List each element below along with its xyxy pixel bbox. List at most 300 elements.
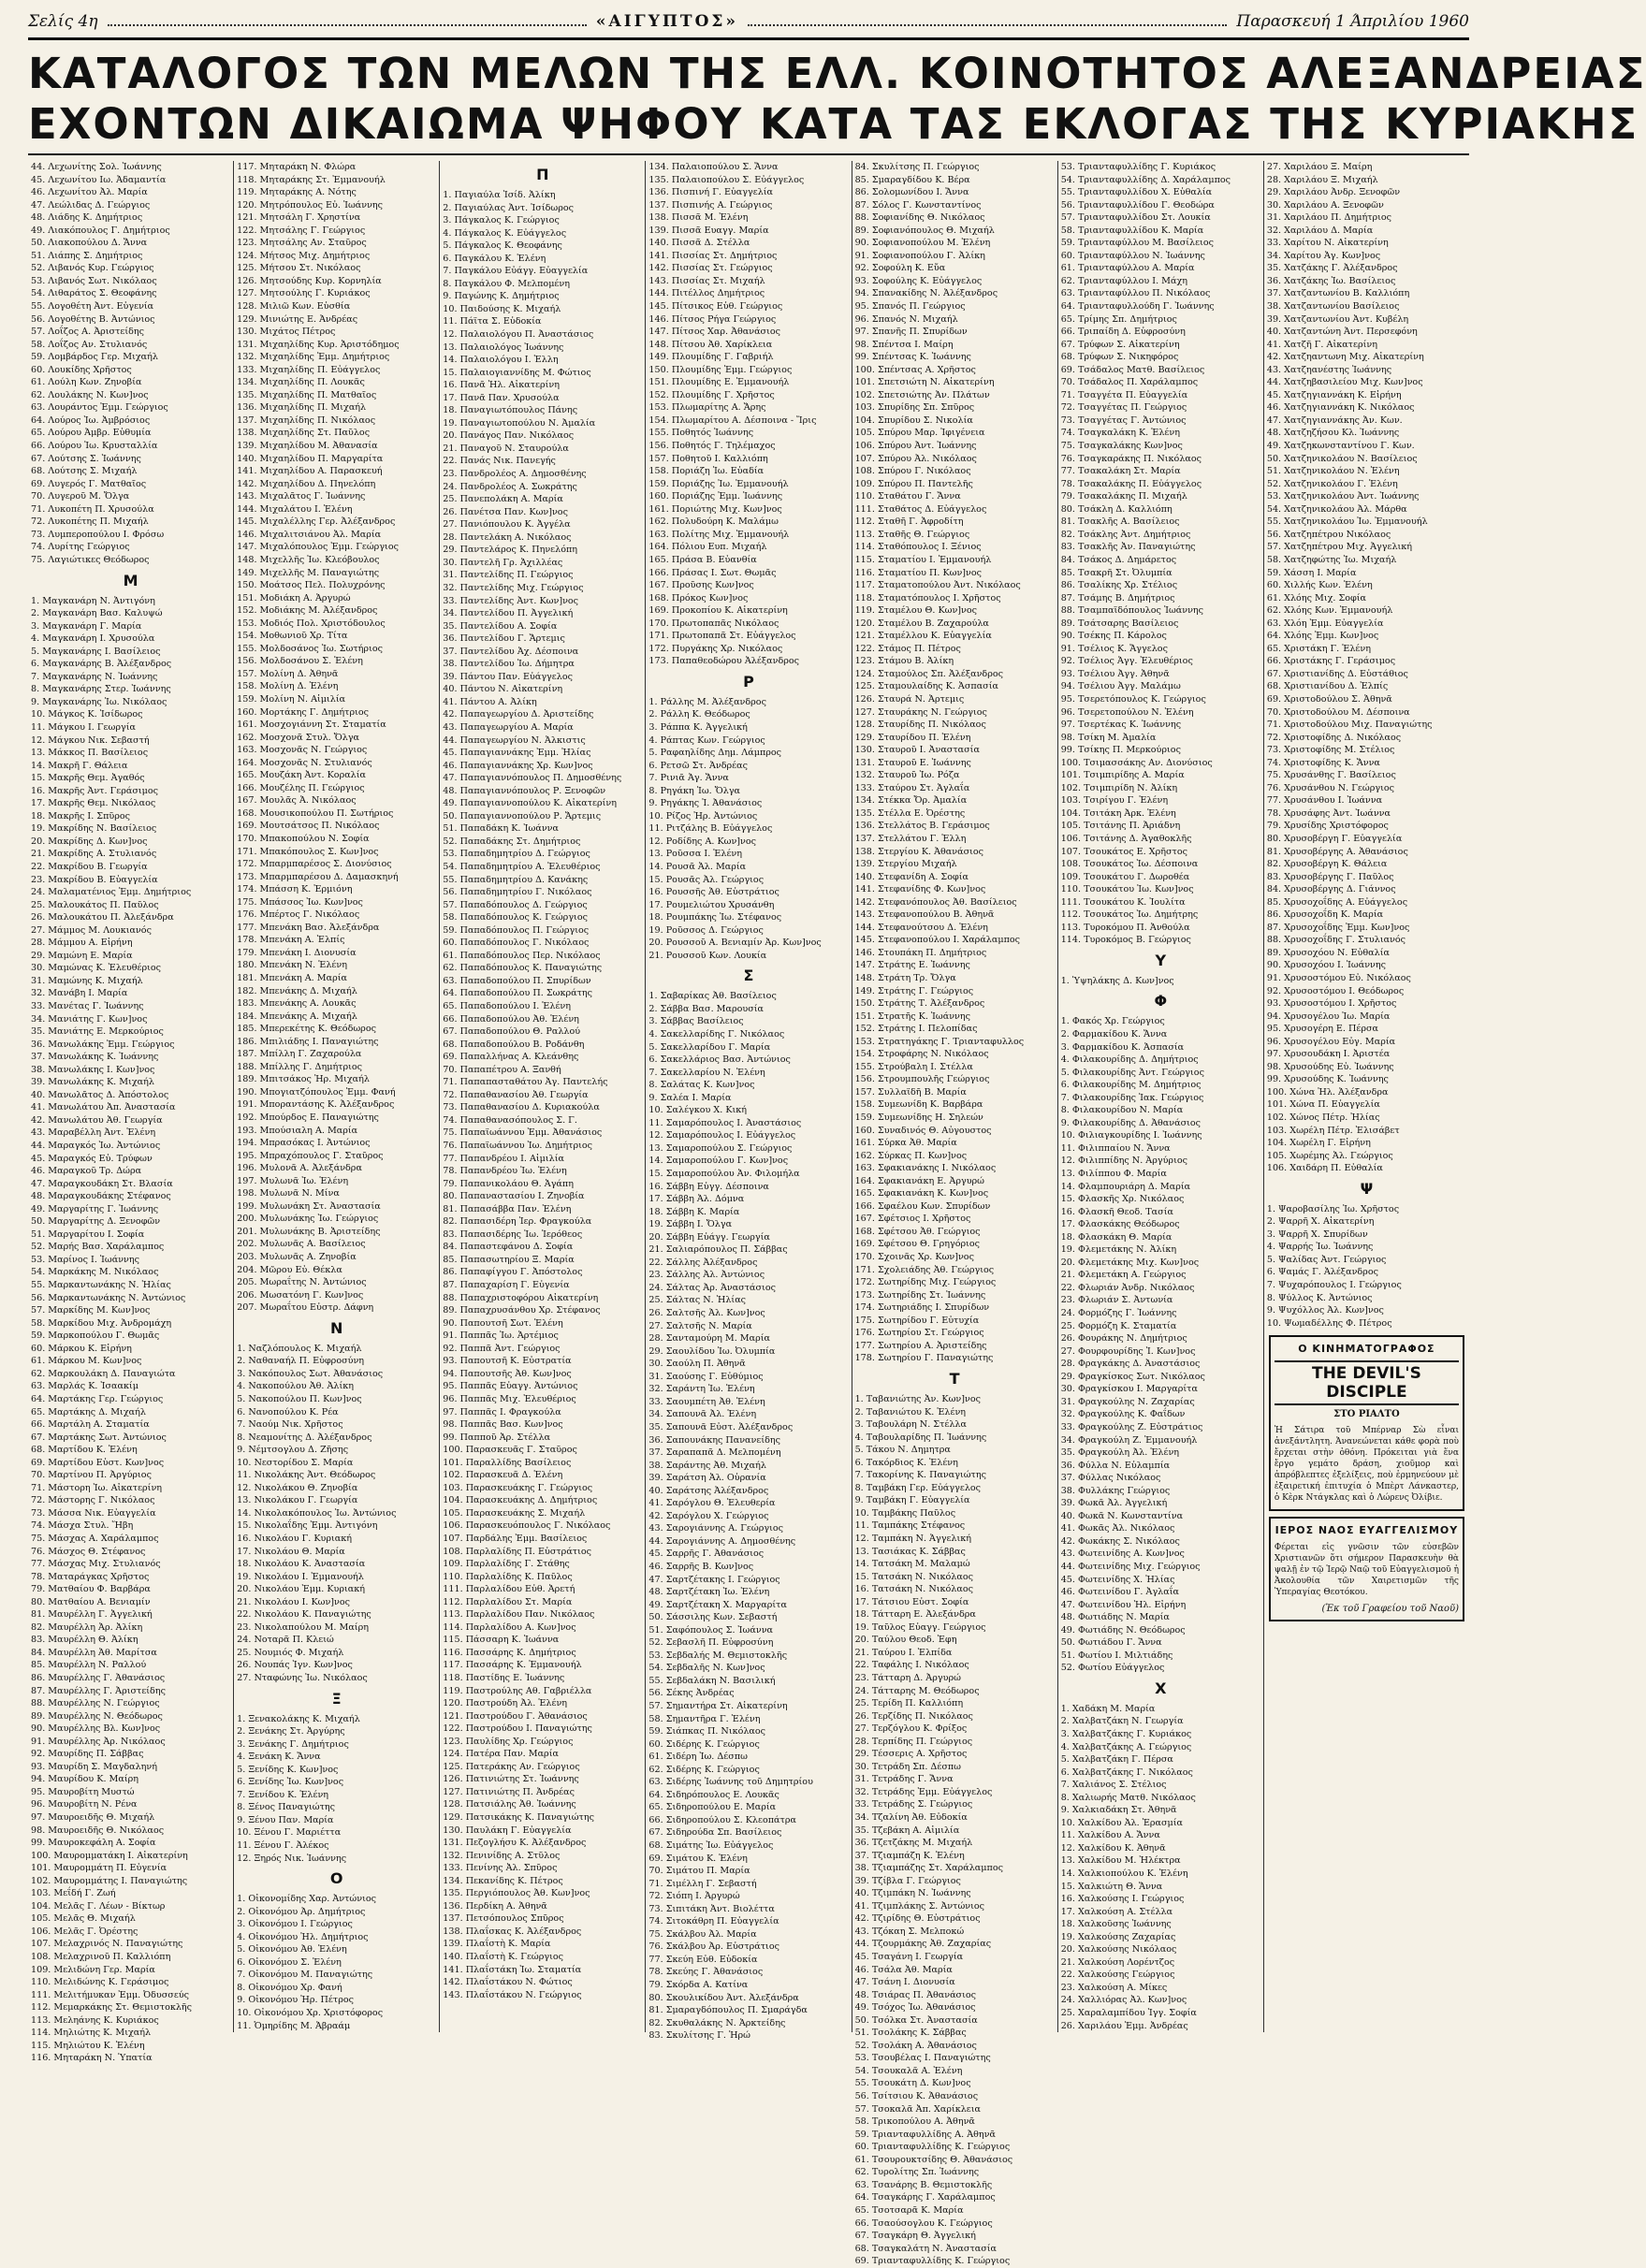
member-entry: 97. Παππᾶς Ι. Φραγκούλα <box>443 1406 561 1418</box>
member-entry: 17. Χαλκούση Α. Στέλλα <box>1060 1906 1173 1917</box>
member-entry: 8. Μαγκανάρης Στερ. Ἰωάννης <box>31 684 171 695</box>
member-entry: 72. Τσαγγέτας Π. Γεώργιος <box>1060 402 1187 414</box>
member-entry: 47. Μαραγκουδάκη Στ. Βλασία <box>31 1178 173 1189</box>
member-entry: 122. Στάμος Π. Πέτρος <box>854 643 961 654</box>
member-entry: 39. Τζίβλα Γ. Γεώργιος <box>854 1875 961 1886</box>
member-entry: 58. Χατζηφώτης Ἰω. Μιχαήλ <box>1266 554 1397 565</box>
member-entry: 82. Παπασιδέρη Ἱερ. Φραγκούλα <box>443 1216 592 1228</box>
member-entry: 14. Τατσάκη Μ. Μαλαμώ <box>854 1559 970 1570</box>
member-entry: 27. Χαριλάου Ξ. Μαίρη <box>1266 162 1373 172</box>
member-entry: 35. Σαπουνᾶ Εὐστ. Ἀλέξανδρος <box>648 1421 794 1432</box>
member-entry: 13. Μάκκος Π. Βασίλειος <box>31 748 149 759</box>
member-entry: 189. Μπιτσάκος Ἠρ. Μιχαήλ <box>237 1074 370 1085</box>
member-entry: 98. Τσίκη Μ. Ἀμαλία <box>1060 732 1157 743</box>
member-list-columns <box>28 161 1469 2267</box>
member-entry: 12. Μάγκου Νικ. Σεβαστή <box>31 734 150 746</box>
member-entry: 170. Πρωτοπαπᾶς Νικόλαος <box>648 618 779 629</box>
member-entry: 115. Σταματίου Ι. Ἐμμανουήλ <box>854 554 992 565</box>
member-entry: 3. Χαλβατζάκης Γ. Κυριάκος <box>1060 1728 1192 1739</box>
member-entry: 25. Τερίδη Π. Καλλιόπη <box>854 1698 964 1709</box>
member-entry: 151. Πλουμίδης Ε. Ἐμμανουήλ <box>648 377 790 388</box>
member-entry: 151. Μοδιάκη Α. Ἀργυρώ <box>237 592 351 603</box>
member-entry: 47. Λεώλιδας Δ. Γεώργιος <box>31 199 151 211</box>
member-entry: 72. Σιόπη Ι. Ἀργυρώ <box>648 1891 740 1902</box>
member-entry: 139. Στεργίου Μιχαήλ <box>854 859 957 870</box>
member-entry: 61. Τσουρουκτσίδης Θ. Ἀθανάσιος <box>854 2154 1013 2165</box>
member-entry: 40. Μανωλᾶτος Δ. Ἀπόστολος <box>31 1089 169 1100</box>
member-entry: 191. Μποραντάσης Κ. Ἀλέξανδρος <box>237 1099 395 1111</box>
member-entry: 15. Τατσάκη Ν. Νικόλαος <box>854 1571 974 1582</box>
member-entry: 1. Ξενακολάκης Κ. Μιχαήλ <box>237 1713 360 1724</box>
member-entry: 150. Πλουμίδης Ἐμμ. Γεώργιος <box>648 364 793 375</box>
member-entry: 3. Πάγκαλος Κ. Γεώργιος <box>443 215 560 226</box>
member-entry: 159. Μολίνη Ν. Αἰμιλία <box>237 693 346 705</box>
member-entry: 200. Μυλωνάκης Ἰω. Γεώργιος <box>237 1214 379 1225</box>
member-entry: 100. Χώνα Ἠλ. Ἀλέξανδρα <box>1266 1086 1389 1098</box>
member-entry: 38. Τζιαμπάζης Στ. Χαράλαμπος <box>854 1863 1003 1874</box>
member-entry: 38. Φυλλάκης Γεώργιος <box>1060 1485 1171 1496</box>
member-entry: 98. Μαυροειδῆς Θ. Νικόλαος <box>31 1825 165 1836</box>
member-entry: 75. Σκάλβου Ἀλ. Μαρία <box>648 1928 757 1940</box>
member-entry: 54. Παπαδημητρίου Α. Ἐλευθέριος <box>443 861 601 872</box>
member-entry: 167. Προῦσης Κων]νος <box>648 580 754 591</box>
member-entry: 26. Φουράκης Ν. Δημήτριος <box>1060 1333 1187 1345</box>
member-entry: 77. Μάσχας Μιχ. Στυλιανός <box>31 1559 161 1570</box>
member-entry: 58. Μαρκίδου Μιχ. Ἀνδρομάχη <box>31 1317 172 1329</box>
member-entry: 27. Μάμμος Μ. Λουκιανός <box>31 924 152 936</box>
member-entry: 9. Μαγκανάρης Ἰω. Νικόλαος <box>31 696 168 707</box>
member-entry: 8. Φιλακουρίδου Ν. Μαρία <box>1060 1105 1184 1116</box>
member-entry: 42. Μανωλάτου Ἀθ. Γεωργία <box>31 1114 163 1126</box>
member-entry: 33. Χαρίτου Ν. Αἰκατερίνη <box>1266 238 1389 249</box>
member-entry: 65. Παπαδοπούλου Ι. Ἑλένη <box>443 1001 572 1011</box>
member-entry: 41. Μανωλάτου Ἀπ. Ἀναστασία <box>31 1102 176 1113</box>
member-entry: 153. Στρατηγάκης Γ. Τριανταφυλλος <box>854 1036 1025 1047</box>
member-entry: 82. Τσάκλης Ἀντ. Δημήτριος <box>1060 529 1191 540</box>
member-entry: 74. Χριστοφίδης Κ. Ἄννα <box>1266 757 1380 768</box>
member-entry: 12. Ξηρός Νικ. Ἰωάννης <box>237 1853 347 1864</box>
member-entry: 171. Μπακόπουλος Σ. Κων]νος <box>237 846 379 857</box>
member-entry: 52. Τσολάκη Α. Ἀθανάσιος <box>854 2040 977 2051</box>
member-entry: 163. Πολίτης Μιχ. Ἐμμανουήλ <box>648 529 790 540</box>
member-entry: 78. Χρυσάφης Ἀντ. Ἰωάννα <box>1266 807 1391 819</box>
member-entry: 16. Χαλκούσης Ι. Γεώργιος <box>1060 1894 1185 1905</box>
member-entry: 172. Πυργάκης Χρ. Νικόλαος <box>648 643 783 654</box>
member-entry: 114. Σταθόπουλος Ι. Ξένιος <box>854 542 982 553</box>
member-entry: 83. Μαυρέλλη Θ. Ἀλίκη <box>31 1635 138 1646</box>
member-entry: 83. Τσακλῆς Ἀν. Παναγιώτης <box>1060 542 1196 553</box>
member-entry: 170. Μπακοπούλου Ν. Σοφία <box>237 833 370 844</box>
member-entry: 196. Μυλονᾶ Α. Ἀλεξάνδρα <box>237 1163 362 1174</box>
church-notice-text: Φέρεται εἰς γνῶσιν τῶν εὐσεβῶν Χριστιανῶν ὅτι σήμερον Παρασκευὴν θὰ ψαλῇ ἐν τῷ Ἱερῷ Ναῷ τοῦ Εὐαγγελισμοῦ ἡ Ἀκολουθία τῶν Χαιρετισμῶν τῆς Ὑπεραγίας Θεοτόκου. <box>1274 1543 1459 1598</box>
member-entry: 68. Παπαδοπούλου Β. Ροδάνθη <box>443 1039 585 1050</box>
member-entry: 164. Σφακιανάκη Ε. Ἀργυρώ <box>854 1175 984 1186</box>
member-entry: 27. Φουρφουρίδης Ἰ. Κων]νος <box>1060 1345 1196 1357</box>
member-entry: 7. Οἰκονόμου Μ. Παναγιώτης <box>237 1970 373 1981</box>
member-entry: 5. Σακελλαρίδου Γ. Μαρία <box>648 1041 771 1053</box>
member-entry: 37. Μανωλάκης Κ. Ἰωάννης <box>31 1052 159 1063</box>
member-entry: 153. Πλωμαρίτης Α. Ἄρης <box>648 402 766 414</box>
member-entry: 29. Φραγκίσκος Σωτ. Νικόλαος <box>1060 1371 1205 1382</box>
member-entry: 27. Πανιόπουλου Κ. Ἀγγέλα <box>443 519 571 531</box>
member-entry: 43. Τζόκαη Σ. Μελποκώ <box>854 1926 965 1937</box>
member-entry: 30. Τετράδη Σπ. Δέσπω <box>854 1761 962 1772</box>
section-letter: Ο <box>329 1869 343 1888</box>
member-entry: 22. Χαλκούσης Γεώργιος <box>1060 1970 1175 1981</box>
member-entry: 48. Φωτιάδης Ν. Μαρία <box>1060 1612 1170 1623</box>
member-entry: 110. Μελιδώνης Κ. Γεράσιμος <box>31 1977 169 1988</box>
list-column <box>1264 161 1469 2032</box>
member-entry: 74. Λυρίτης Γεώργιος <box>31 542 130 553</box>
member-entry: 1. Παγιαύλα Ἰσίδ. Ἀλίκη <box>443 190 556 200</box>
member-entry: 24. Τάτταρης Μ. Θεόδωρος <box>854 1685 980 1696</box>
member-entry: 139. Μιχαηλίδου Μ. Ἀθανασία <box>237 441 378 452</box>
member-entry: 104. Χωρέλη Γ. Εἰρήνη <box>1266 1138 1371 1149</box>
member-entry: 2. Φαρμακίδου Κ. Ἄννα <box>1060 1029 1168 1040</box>
member-entry: 117. Πασσάρης Κ. Ἐμμανουήλ <box>443 1660 582 1671</box>
member-entry: 39. Μανωλάκης Κ. Μιχαήλ <box>31 1077 154 1088</box>
church-signature: (Ἐκ τοῦ Γραφείου τοῦ Ναοῦ) <box>1321 1604 1459 1615</box>
member-entry: 137. Στελλάτου Γ. Ἑλλη <box>854 833 967 844</box>
member-entry: 70. Τσάδαλος Π. Χαράλαμπος <box>1060 377 1199 388</box>
member-entry: 43. Χατζηανέστης Ἰωάννης <box>1266 364 1392 375</box>
member-entry: 86. Μαυρέλλης Γ. Ἀθανάσιος <box>31 1672 166 1683</box>
member-entry: 36. Παντελίδου Γ. Ἄρτεμις <box>443 633 565 645</box>
member-entry: 17. Νικολάου Θ. Μαρία <box>237 1546 345 1557</box>
member-entry: 52. Χατζηνικολάου Γ. Ἑλένη <box>1266 478 1398 489</box>
member-entry: 35. Φραγκούλη Ἀλ. Ἑλένη <box>1060 1447 1180 1459</box>
member-entry: 31. Σαούσης Γ. Εὐθύμιος <box>648 1371 764 1382</box>
member-entry: 53. Τσουβέλας Ι. Παναγιώτης <box>854 2053 991 2064</box>
member-entry: 94. Παπουτσῆς Ἀθ. Κων]νος <box>443 1368 572 1379</box>
member-entry: 140. Μιχαηλίδου Π. Μαργαρίτα <box>237 453 384 464</box>
list-column <box>852 161 1058 2267</box>
member-entry: 86. Τσαλίκης Χρ. Στέλιος <box>1060 580 1178 591</box>
member-entry: 7. Φιλακουρίδης Ἰακ. Γεώργιος <box>1060 1092 1204 1103</box>
member-entry: 51. Φωτίου Ι. Μιλτιάδης <box>1060 1650 1173 1661</box>
member-entry: 88. Μαυρέλλης Ν. Γεώργιος <box>31 1698 160 1709</box>
member-entry: 3. Σάββας Βασίλειος <box>648 1016 744 1027</box>
member-entry: 6. Νανοπούλου Κ. Ρέα <box>237 1406 339 1418</box>
member-entry: 12. Παλαιολόγου Π. Ἀναστάσιος <box>443 329 594 341</box>
member-entry: 156. Μολδοσάνου Σ. Ἑλένη <box>237 656 363 667</box>
member-entry: 73. Παπαθανασίου Δ. Κυριακούλα <box>443 1102 600 1113</box>
member-entry: 79. Σκόρδα Α. Κατίνα <box>648 1980 749 1991</box>
member-entry: 48. Λιάδης Κ. Δημήτριος <box>31 212 143 224</box>
member-entry: 81. Παπασάββα Παν. Ἑλένη <box>443 1203 572 1214</box>
member-entry: 71. Μάστορη Ἰω. Αἰκατερίνη <box>31 1482 163 1493</box>
member-entry: 169. Μουτσάτσος Π. Νικόλαος <box>237 821 380 832</box>
member-entry: 103. Σπυρίδης Σπ. Σπῦρος <box>854 402 975 414</box>
member-entry: 12. Σαμαρόπουλος Ι. Εὐάγγελος <box>648 1130 796 1141</box>
member-entry: 41. Σαρόγλου Θ. Ἐλευθερία <box>648 1498 776 1509</box>
member-entry: 118. Παστίδης Ε. Ἰωάννης <box>443 1672 565 1683</box>
member-entry: 10. Νεστορίδου Σ. Μαρία <box>237 1457 354 1468</box>
member-entry: 77. Σκεύη Εὐθ. Εὐδοκία <box>648 1954 758 1965</box>
member-entry: 73. Σιπιτάκη Ἀντ. Βιολέττα <box>648 1903 775 1914</box>
member-entry: 21. Φλεμετάκη Α. Γεώργιος <box>1060 1270 1187 1281</box>
member-entry: 55. Μαρκαντωνάκης Ν. Ἡλίας <box>31 1280 171 1291</box>
member-entry: 146. Στουπάκη Π. Δημήτριος <box>854 947 987 958</box>
member-entry: 15. Μακρῆς Θεμ. Ἀγαθός <box>31 773 145 784</box>
member-entry: 33. Σαουμπέτη Ἀθ. Ἑλένη <box>648 1396 765 1407</box>
member-entry: 55. Τσουκάτη Δ. Κων]νος <box>854 2078 971 2089</box>
member-entry: 102. Τσιμπιρίδη Ν. Ἀλίκη <box>1060 782 1178 793</box>
member-entry: 83. Χρυσοβέργης Γ. Παῦλος <box>1266 871 1394 882</box>
member-entry: 174. Μπάσση Κ. Ἐρμιόνη <box>237 884 353 895</box>
member-entry: 8. Νεαμονίτης Δ. Ἀλέξανδρος <box>237 1432 372 1443</box>
member-entry: 111. Τσουκάτου Κ. Ἰουλίτα <box>1060 896 1186 908</box>
member-entry: 9. Φιλακουρίδης Δ. Ἀθανάσιος <box>1060 1117 1202 1128</box>
member-entry: 95. Παππᾶς Εὐαγγ. Ἀντώνιος <box>443 1381 578 1392</box>
member-entry: 87. Μαυρέλλης Γ. Ἀριστείδης <box>31 1685 166 1696</box>
cinema-review-text: Ἡ Σάτιρα τοῦ Μπέρναρ Σὼ εἶναι ἀνεξάντλητη. Ἀνανεώνεται κάθε φορὰ ποὺ ἔρχεται στὴν ὀθόνη. Πρόκειται γιὰ ἕνα ἔργο γεμάτο δράση, χιοῦμορ καὶ ἀπρόβλεπτες ἐξελίξεις, ποὺ ἑρμηνεύουν μὲ ἐξαιρετική ἐπιτυχία ὁ Μπὲρτ Λάνκαστερ, ὁ Κὲρκ Ντάγκλας καὶ ὁ Λώρενς Ὀλίβιε. <box>1274 1426 1459 1504</box>
member-entry: 49. Φωτιάδης Ν. Θεόδωρος <box>1060 1624 1186 1636</box>
member-entry: 142. Στεφανόπουλος Ἀθ. Βασίλειος <box>854 896 1017 908</box>
member-entry: 42. Σαρόγλου Χ. Γεώργιος <box>648 1510 769 1521</box>
member-entry: 83. Παπασιδέρης Ἰω. Ἱερόθεος <box>443 1228 583 1240</box>
member-entry: 60. Σιδέρης Κ. Γεώργιος <box>648 1738 760 1750</box>
member-entry: 141. Μιχαηλίδου Α. Παρασκευή <box>237 466 383 477</box>
member-entry: 5. Φιλακουρίδης Ἀντ. Γεώργιος <box>1060 1067 1204 1078</box>
member-entry: 4. Πάγκαλος Κ. Εὐάγγελος <box>443 227 567 239</box>
member-entry: 10. Μάγκος Κ. Ἰσίδωρος <box>31 709 143 720</box>
member-entry: 46. Μαραγκοῦ Τρ. Δώρα <box>31 1166 142 1177</box>
member-entry: 99. Σπέντσας Κ. Ἰωάννης <box>854 352 971 363</box>
member-entry: 11. Ξένου Γ. Ἀλέκος <box>237 1840 329 1851</box>
member-entry: 1. Σαβαρίκας Ἀθ. Βασίλειος <box>648 991 777 1002</box>
member-entry: 16. Μακρῆς Ἀντ. Γεράσιμος <box>31 785 159 796</box>
member-entry: 39. Φωκᾶ Ἀλ. Ἀγγελική <box>1060 1498 1168 1509</box>
member-entry: 75. Χρυσάνθης Γ. Βασίλειος <box>1266 770 1396 781</box>
member-entry: 62. Τυρολίτης Σπ. Ἰωάννης <box>854 2167 980 2178</box>
member-entry: 3. Οἰκονόμου Ι. Γεώργιος <box>237 1919 353 1930</box>
member-entry: 98. Σπέντσα Ι. Μαίρη <box>854 339 954 350</box>
member-entry: 63. Σιδέρης Ἰωάννης τοῦ Δημητρίου <box>648 1777 813 1788</box>
member-entry: 112. Τσουκάτος Ἰω. Δημήτρης <box>1060 909 1199 921</box>
member-entry: 1. Οἰκονομίδης Χαρ. Ἀντώνιος <box>237 1894 376 1905</box>
member-entry: 113. Μεληάνης Κ. Κυριάκος <box>31 2014 159 2026</box>
member-entry: 167. Σφέτσιος Ι. Χρῆστος <box>854 1214 971 1225</box>
member-entry: 129. Σταυρίδου Π. Ἑλένη <box>854 732 971 743</box>
member-entry: 20. Πανάγος Παν. Νικόλαος <box>443 430 575 442</box>
member-entry: 15. Ρουσᾶς Ἀλ. Γεώργιος <box>648 874 765 885</box>
member-entry: 53. Τριανταφυλλίδης Γ. Κυριάκος <box>1060 162 1216 172</box>
member-entry: 19. Παναγιωτοπούλου Ν. Ἀμαλία <box>443 417 596 429</box>
member-entry: 93. Τσέλιου Ἀγγ. Ἀθηνᾶ <box>1060 668 1170 679</box>
member-entry: 10. Ρίζος Ἠρ. Ἀντώνιος <box>648 810 758 821</box>
member-entry: 86. Παπαφίγγου Γ. Ἀπόστολος <box>443 1267 583 1278</box>
member-entry: 67. Σιδηρούδα Σπ. Βασίλειος <box>648 1827 782 1839</box>
member-entry: 84. Σκυλίτσης Π. Γεώργιος <box>854 162 980 172</box>
member-entry: 20. Ρουσσοῦ Α. Βενιαμίν Ἀρ. Κων]νος <box>648 938 822 949</box>
member-entry: 76. Χρυσάνθου Ν. Γεώργιος <box>1266 782 1394 793</box>
member-entry: 49. Σαρτζέτακη Χ. Μαργαρίτα <box>648 1599 787 1610</box>
member-entry: 68. Λούτσης Σ. Μιχαήλ <box>31 466 138 477</box>
member-entry: 34. Σαπουνᾶ Ἀλ. Ἑλένη <box>648 1409 757 1420</box>
section-letter: Ξ <box>331 1689 342 1708</box>
member-entry: 24. Μαλαματένιος Ἐμμ. Δημήτριος <box>31 887 192 898</box>
member-entry: 46. Λεχωνίτου Ἀλ. Μαρία <box>31 187 148 198</box>
member-entry: 91. Μαυρέλλης Ἀρ. Νικόλαος <box>31 1736 166 1747</box>
member-entry: 133. Πενίνης Ἀλ. Σπῦρος <box>443 1863 558 1874</box>
member-entry: 7. Μαγκανάρης Ν. Ἰωάννης <box>31 671 158 682</box>
member-entry: 61. Χλόης Μιχ. Σοφία <box>1266 592 1367 603</box>
member-entry: 9. Παγώνης Κ. Δημήτριος <box>443 291 560 302</box>
member-entry: 93. Χρυσοστόμου Ι. Χρῆστος <box>1266 998 1397 1010</box>
member-entry: 11. Μάγκου Ι. Γεωργία <box>31 721 136 733</box>
member-entry: 3. Ψαρρῆ Χ. Σπυρίδων <box>1266 1228 1368 1240</box>
member-entry: 58. Τρικοπούλου Α. Ἀθηνᾶ <box>854 2116 975 2128</box>
member-entry: 116. Πασσάρης Κ. Δημήτριος <box>443 1647 576 1658</box>
member-entry: 175. Σωτηρίδου Γ. Εὐτυχία <box>854 1315 980 1326</box>
member-entry: 108. Μελαχρινοῦ Π. Καλλιόπη <box>31 1952 171 1963</box>
member-entry: 60. Μάρκου Κ. Εἰρήνη <box>31 1343 132 1354</box>
member-entry: 158. Συμεωνίδη Κ. Βαρβάρα <box>854 1099 983 1111</box>
member-entry: 110. Σταθάτου Γ. Ἄννα <box>854 491 961 502</box>
member-entry: 160. Συναδινός Θ. Αὐγουστος <box>854 1125 992 1136</box>
member-entry: 96. Μαυροβίτη Ν. Ρένα <box>31 1799 138 1810</box>
member-entry: 64. Σιδηρόπουλος Ε. Λουκᾶς <box>648 1789 779 1800</box>
member-entry: 22. Φλωριάν Ἀνδρ. Νικόλαος <box>1060 1282 1195 1293</box>
member-entry: 127. Πατινιώτης Π. Ἀνδρέας <box>443 1786 575 1797</box>
member-entry: 11. Ὁμηρίδης Μ. Ἀβραάμ <box>237 2020 351 2031</box>
member-entry: 161. Σύρκα Ἀθ. Μαρία <box>854 1138 957 1149</box>
member-entry: 34. Φραγκούλη Ζ. Ἐμμανουήλ <box>1060 1434 1198 1446</box>
member-entry: 98. Χρυσούδης Εὐ. Ἰωάννης <box>1266 1061 1394 1072</box>
member-entry: 4. Χαλβατζάκης Α. Γεώργιος <box>1060 1741 1192 1752</box>
section-letter: Μ <box>123 571 138 589</box>
member-entry: 176. Μπέρτος Γ. Νικόλαος <box>237 909 360 921</box>
member-entry: 207. Μωραΐτου Εὐστρ. Δάφνη <box>237 1302 374 1314</box>
member-entry: 95. Χρυσογέρη Ε. Πέρσα <box>1266 1024 1379 1035</box>
member-entry: 90. Τσέκης Π. Κάρολος <box>1060 631 1167 642</box>
member-entry: 9. Ρηγάκης Ἰ. Ἀθανάσιος <box>648 798 763 809</box>
member-entry: 17. Πανᾶ Παν. Χρυσούλα <box>443 392 560 403</box>
member-entry: 164. Μοσχονᾶς Ν. Στυλιανός <box>237 757 372 768</box>
member-entry: 94. Τσέλιου Ἀγγ. Μαλάμω <box>1060 681 1181 692</box>
member-entry: 66. Χριστάκης Γ. Γεράσιμος <box>1266 656 1396 667</box>
member-entry: 142. Μιχαηλίδου Δ. Πηνελόπη <box>237 478 376 489</box>
member-entry: 50. Λιακοπούλου Δ. Ἄννα <box>31 238 148 249</box>
member-entry: 15. Φλασκῆς Χρ. Νικόλαος <box>1060 1194 1185 1205</box>
member-entry: 49. Λιακόπουλος Γ. Δημήτριος <box>31 225 170 236</box>
member-entry: 202. Μυλωνᾶς Α. Βασίλειος <box>237 1239 366 1250</box>
member-entry: 31. Παντελίδης Π. Γεώργιος <box>443 570 574 581</box>
member-entry: 184. Μπενάκης Α. Μιχαήλ <box>237 1010 357 1022</box>
member-entry: 135. Περγιόπουλος Ἀθ. Κων]νος <box>443 1888 590 1899</box>
member-entry: 6. Ξενίδης Ἰω. Κων]νος <box>237 1777 344 1788</box>
member-entry: 42. Παπαγεωργίου Δ. Ἀριστείδης <box>443 709 594 720</box>
member-entry: 71. Τσαγγέτα Π. Εὐαγγελία <box>1060 389 1188 400</box>
member-entry: 64. Μαρτάκης Γερ. Γεώργιος <box>31 1393 164 1404</box>
list-column <box>234 161 440 2032</box>
member-entry: 121. Σταμέλλου Κ. Εὐαγγελία <box>854 631 992 642</box>
member-entry: 59. Παπαδόπουλος Π. Γεώργιος <box>443 924 590 936</box>
member-entry: 66. Τσαούσογλου Κ. Γεώργιος <box>854 2217 993 2229</box>
member-entry: 148. Μιχελλῆς Ἰω. Κλεόβουλος <box>237 554 380 565</box>
member-entry: 106. Μελᾶς Γ. Ὀρέστης <box>31 1926 138 1937</box>
member-entry: 62. Μαρκουλάκη Δ. Παναγιώτα <box>31 1368 176 1379</box>
member-entry: 182. Μπενάκης Δ. Μιχαήλ <box>237 985 357 996</box>
member-entry: 26. Πανέτσα Παν. Κων]νος <box>443 506 568 517</box>
member-entry: 8. Ξένος Παναγιώτης <box>237 1802 335 1813</box>
member-entry: 76. Μάσχος Θ. Στέφανος <box>31 1546 146 1557</box>
member-entry: 92. Σοφούλη Κ. Εὔα <box>854 263 946 274</box>
member-entry: 58. Σημαντῆρα Γ. Ἑλένη <box>648 1713 761 1724</box>
member-entry: 35. Χατζάκης Γ. Ἀλέξανδρος <box>1266 263 1398 274</box>
member-entry: 133. Μιχαηλίδης Π. Εὐάγγελος <box>237 364 381 375</box>
member-entry: 111. Σταθάτος Δ. Εὐάγγελος <box>854 503 987 515</box>
member-entry: 11. Ταμπάκης Στέφανος <box>854 1520 966 1532</box>
member-entry: 171. Σχολειάδης Ἀθ. Γεώργιος <box>854 1264 995 1275</box>
member-entry: 206. Μωσατόνη Γ. Κων]νος <box>237 1289 364 1301</box>
member-entry: 76. Τσαγκαράκης Π. Νικόλαος <box>1060 453 1202 464</box>
member-entry: 76. Παπαϊωάννου Ἰω. Δημήτριος <box>443 1141 593 1152</box>
member-entry: 198. Μυλωνᾶ Ν. Μίνα <box>237 1188 340 1199</box>
member-entry: 195. Μπραχόπουλος Γ. Σταῦρος <box>237 1150 384 1161</box>
member-entry: 107. Μελαχρινός Ν. Παναγιώτης <box>31 1939 183 1950</box>
member-entry: 66. Τριπαίδη Δ. Εὐφροσύνη <box>1060 327 1186 338</box>
member-entry: 26. Χαριλάου Ἐμμ. Ἀνδρέας <box>1060 2020 1188 2031</box>
member-entry: 87. Τσάμης Β. Δημήτριος <box>1060 592 1175 603</box>
member-entry: 140. Πλαΐστὴ Κ. Γεώργιος <box>443 1952 564 1963</box>
member-entry: 143. Πισσίας Στ. Μιχαήλ <box>648 275 765 286</box>
member-entry: 44. Φωτεινίδης Μιχ. Γεώργιος <box>1060 1561 1201 1572</box>
member-entry: 57. Παπαδόπουλος Δ. Γεώργιος <box>443 899 588 910</box>
member-entry: 69. Παπαλλήνας Α. Κλεάνθης <box>443 1052 579 1063</box>
member-entry: 54. Σεβδαλῆς Ν. Κων]νος <box>648 1663 765 1674</box>
member-entry: 143. Στεφανοπούλου Β. Ἀθηνᾶ <box>854 909 995 921</box>
member-entry: 37. Τζιαμπάζη Κ. Ἑλένη <box>854 1850 965 1861</box>
member-entry: 149. Στράτης Γ. Γεώργιος <box>854 985 974 996</box>
member-entry: 30. Φραγκίσκου Ι. Μαργαρίτα <box>1060 1384 1198 1395</box>
member-entry: 72. Μάστορης Γ. Νικόλαος <box>31 1495 155 1506</box>
member-entry: 70. Χριστοδούλου Μ. Δέσποινα <box>1266 706 1410 718</box>
member-entry: 21. Ταύρου Ι. Ἐλπίδα <box>854 1647 953 1658</box>
member-entry: 88. Παπαχριστοφόρου Αἰκατερίνη <box>443 1292 599 1303</box>
member-entry: 23. Πανδρολέος Α. Δημοσθένης <box>443 469 587 480</box>
member-entry: 57. Λοΐζος Α. Ἀριστείδης <box>31 327 145 338</box>
section-letter: Ν <box>330 1318 343 1337</box>
member-entry: 162. Μοσχονᾶ Στυλ. Ὄλγα <box>237 732 360 743</box>
member-entry: 101. Παραλλίδης Βασίλειος <box>443 1457 572 1468</box>
member-entry: 14. Μακρῆ Γ. Θάλεια <box>31 760 128 771</box>
member-entry: 166. Μουζέλης Π. Γεώργιος <box>237 782 365 793</box>
member-entry: 108. Σπύρου Γ. Νικόλαος <box>854 466 971 477</box>
member-entry: 129. Μινιώτης Ε. Ἀνδρέας <box>237 313 358 325</box>
member-entry: 132. Σταυροῦ Ἰω. Ρόζα <box>854 770 960 781</box>
member-entry: 36. Τζετζάκης Μ. Μιχαήλ <box>854 1838 973 1849</box>
member-entry: 113. Τυροκόμου Π. Ἀνθούλα <box>1060 922 1190 933</box>
member-entry: 164. Πόλιου Ευπ. Μιχαήλ <box>648 542 767 553</box>
member-entry: 6. Σακελλάριος Βασ. Ἀντώνιος <box>648 1054 791 1066</box>
member-entry: 8. Ρηγάκη Ἰω. Ὄλγα <box>648 785 741 796</box>
member-entry: 90. Χρυσοχόου Ι. Ἰωάννης <box>1266 960 1386 971</box>
member-entry: 110. Παρλαλίδης Κ. Παῦλος <box>443 1571 573 1582</box>
member-entry: 139. Πλαΐστὴ Κ. Μαρία <box>443 1939 551 1950</box>
member-entry: 54. Λιθαράτος Σ. Θεοφάνης <box>31 288 157 299</box>
member-entry: 75. Τσαγκαλάκης Κων]νος <box>1060 441 1183 452</box>
member-entry: 39. Πάντου Παν. Εὐάγγελος <box>443 671 573 682</box>
member-entry: 88. Τσαμπαϊδόπουλος Ἰωάννης <box>1060 605 1204 617</box>
member-entry: 13. Χαλκίδου Μ. Ἠλέκτρα <box>1060 1855 1181 1867</box>
section-letter: Ρ <box>743 672 754 691</box>
member-entry: 40. Φωκᾶ Ν. Κωνσταντίνα <box>1060 1510 1184 1521</box>
member-entry: 47. Σαρτζέτακης Ι. Γεώργιος <box>648 1574 780 1585</box>
member-entry: 136. Στελλάτος Β. Γεράσιμος <box>854 821 990 832</box>
cinema-heading: Ο ΚΙΝΗΜΑΤΟΓΡΑΦΟΣ <box>1298 1343 1435 1356</box>
